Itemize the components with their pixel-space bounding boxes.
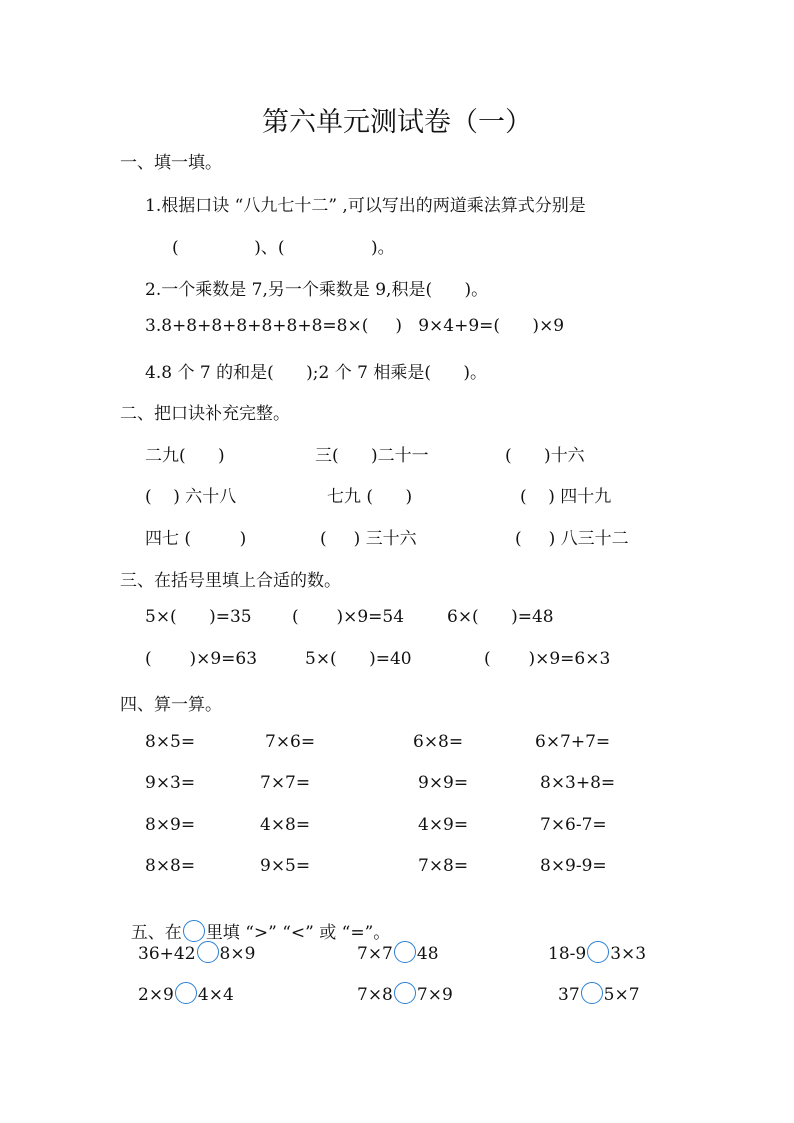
calc-cell: 8×8= xyxy=(145,856,196,876)
compare-item xyxy=(548,941,646,964)
compare-left: 2×9 xyxy=(138,985,174,1005)
compare-circle-input[interactable] xyxy=(587,941,609,963)
question-2: 2.一个乘数是 7,另一个乘数是 9,积是( )。 xyxy=(145,280,489,300)
calc-cell: 6×7+7= xyxy=(535,732,611,752)
calc-cell: 9×5= xyxy=(260,856,311,876)
rhyme-cell: 二九( ) xyxy=(145,446,225,466)
compare-left: 37 xyxy=(558,985,580,1005)
question-4: 4.8 个 7 的和是( );2 个 7 相乘是( )。 xyxy=(145,363,488,383)
calc-cell: 7×7= xyxy=(260,773,311,793)
question-1-line-2: ( )、( )。 xyxy=(172,238,395,258)
compare-circle-input[interactable] xyxy=(581,982,603,1004)
calc-cell: 7×6= xyxy=(265,732,316,752)
calc-cell: 8×3+8= xyxy=(540,773,616,793)
calc-cell: 9×3= xyxy=(145,773,196,793)
rhyme-cell: ( ) 六十八 xyxy=(145,487,237,507)
compare-item xyxy=(138,982,234,1005)
section-1-heading: 一、填一填。 xyxy=(120,153,222,173)
section-5-heading-pre: 五、在 xyxy=(130,923,182,943)
rhyme-cell: 四七 ( ) xyxy=(145,529,247,549)
fill-cell: ( )×9=54 xyxy=(292,607,405,627)
section-4-heading: 四、算一算。 xyxy=(120,695,222,715)
rhyme-cell: ( ) 八三十二 xyxy=(515,529,629,549)
calc-cell: 8×9= xyxy=(145,815,196,835)
compare-item xyxy=(138,941,255,964)
compare-right: 7×9 xyxy=(416,985,453,1005)
compare-item xyxy=(357,941,439,964)
calc-cell: 8×5= xyxy=(145,732,196,752)
fill-cell: ( )×9=6×3 xyxy=(484,649,611,669)
calc-cell: 4×9= xyxy=(418,815,469,835)
rhyme-cell: ( ) 四十九 xyxy=(520,487,612,507)
section-2-heading: 二、把口诀补充完整。 xyxy=(120,404,290,424)
compare-right: 48 xyxy=(416,944,439,964)
fill-cell: 6×( )=48 xyxy=(447,607,554,627)
calc-cell: 7×6-7= xyxy=(540,815,607,835)
rhyme-cell: 七九 ( ) xyxy=(327,487,413,507)
rhyme-cell: ( )十六 xyxy=(505,446,585,466)
question-1-line-1: 1.根据口诀 “八九七十二” ,可以写出的两道乘法算式分别是 xyxy=(145,196,586,216)
question-3: 3.8+8+8+8+8+8+8=8×( ) 9×4+9=( )×9 xyxy=(145,316,565,336)
compare-left: 36+42 xyxy=(138,944,196,964)
calc-cell: 8×9-9= xyxy=(540,856,607,876)
compare-left: 7×7 xyxy=(357,944,393,964)
fill-cell: 5×( )=40 xyxy=(305,649,412,669)
compare-circle-input[interactable] xyxy=(175,982,197,1004)
calc-cell: 7×8= xyxy=(418,856,469,876)
fill-cell: ( )×9=63 xyxy=(145,649,258,669)
page-title: 第六单元测试卷（一） xyxy=(262,107,532,138)
fill-cell: 5×( )=35 xyxy=(145,607,252,627)
section-5-heading xyxy=(120,898,390,943)
section-3-heading: 三、在括号里填上合适的数。 xyxy=(120,571,341,591)
compare-circle-input[interactable] xyxy=(394,941,416,963)
rhyme-cell: ( ) 三十六 xyxy=(320,529,417,549)
compare-circle-input[interactable] xyxy=(394,982,416,1004)
rhyme-cell: 三( )二十一 xyxy=(315,446,429,466)
calc-cell: 4×8= xyxy=(260,815,311,835)
circle-blank-icon xyxy=(183,920,205,942)
compare-right: 4×4 xyxy=(197,985,234,1005)
compare-right: 3×3 xyxy=(610,944,647,964)
compare-item xyxy=(558,982,640,1005)
compare-right: 8×9 xyxy=(219,944,256,964)
section-5-heading-post: 里填 “>” “<” 或 “=”。 xyxy=(205,923,391,943)
calc-cell: 9×9= xyxy=(418,773,469,793)
compare-circle-input[interactable] xyxy=(197,941,219,963)
compare-left: 18-9 xyxy=(548,944,587,964)
compare-right: 5×7 xyxy=(603,985,640,1005)
compare-item xyxy=(357,982,453,1005)
calc-cell: 6×8= xyxy=(413,732,464,752)
compare-left: 7×8 xyxy=(357,985,393,1005)
